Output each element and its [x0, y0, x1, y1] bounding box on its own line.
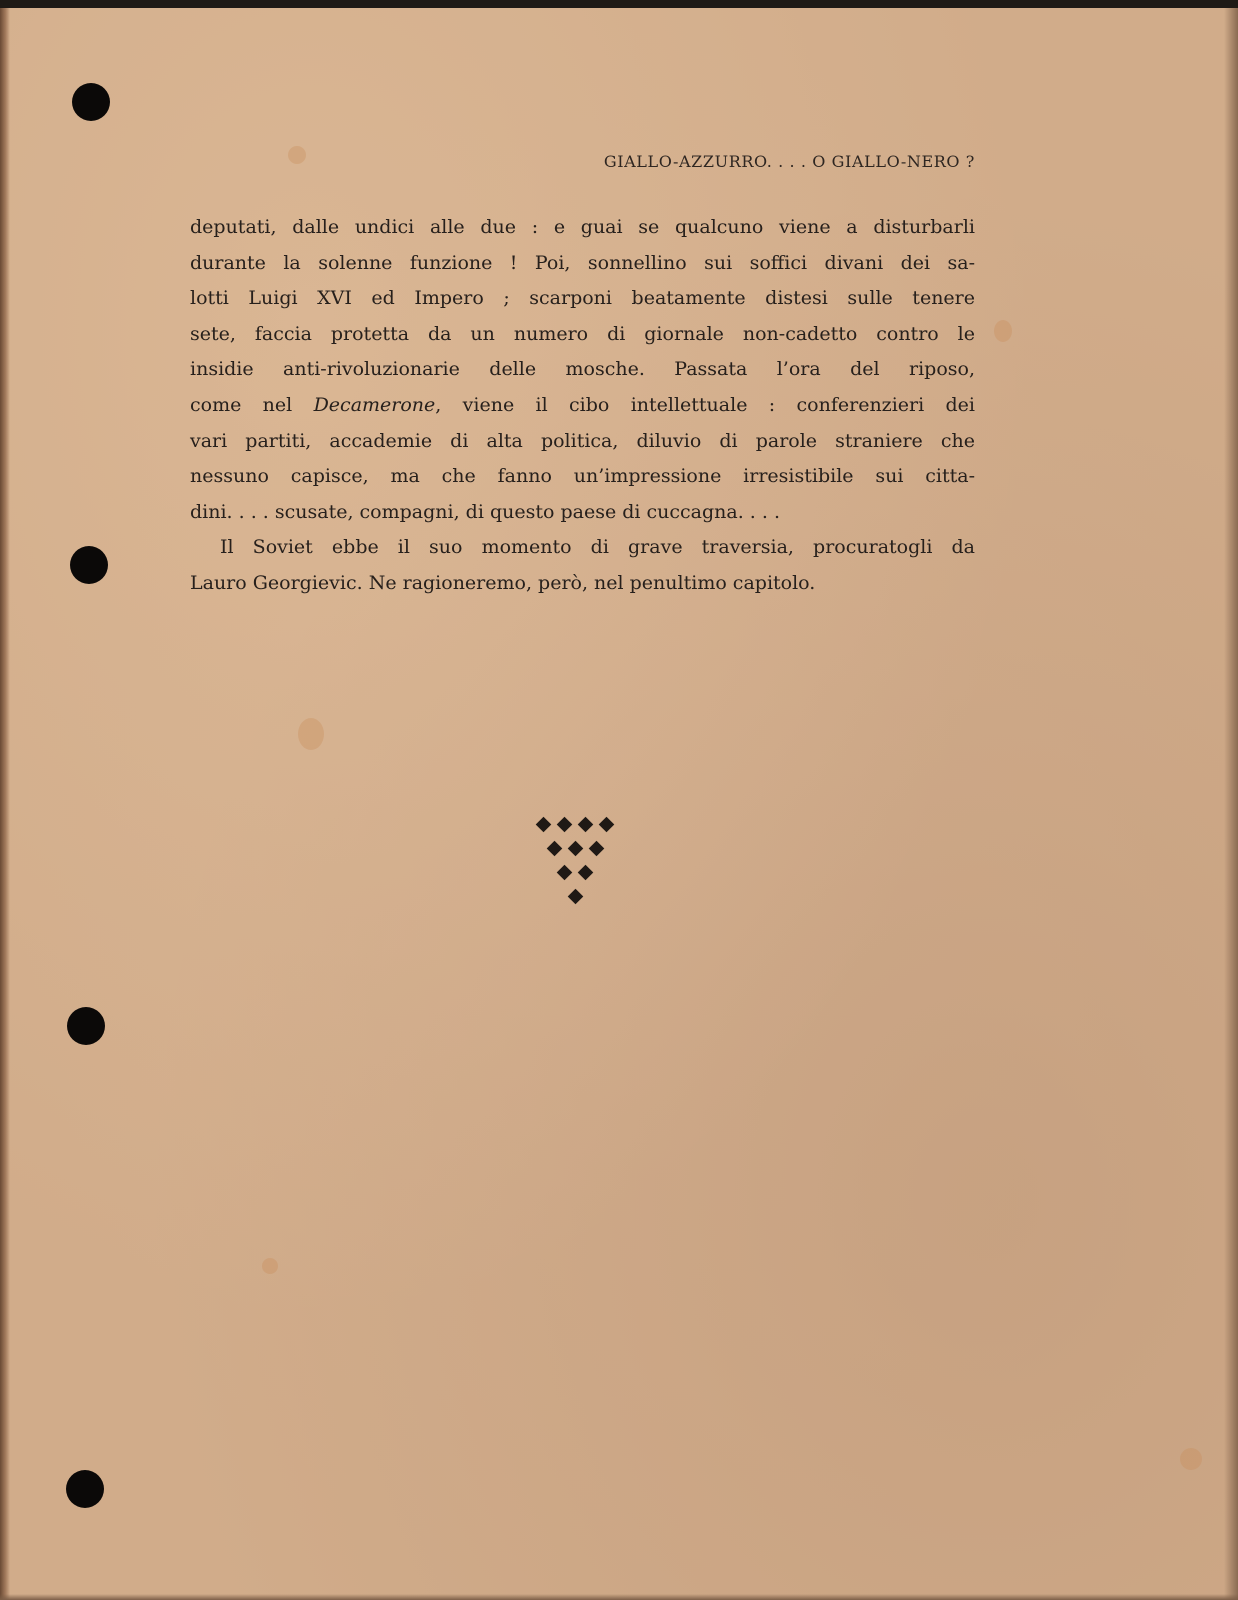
text-segment: , viene il cibo intellettuale : conferenzieri dei — [435, 393, 975, 416]
running-head: GIALLO-AZZURRO. . . . O GIALLO-NERO ? — [603, 152, 975, 171]
diamond-icon — [557, 864, 573, 880]
diamond-icon — [567, 888, 583, 904]
paper-stain — [994, 320, 1012, 342]
punch-hole-4 — [66, 1470, 104, 1508]
text-line: Il Soviet ebbe il suo momento di grave traversia, procuratogli da — [220, 536, 975, 559]
text-line: vari partiti, accademie di alta politica, diluvio di parole straniere che — [190, 429, 975, 452]
paper-stain — [298, 718, 324, 750]
diamond-icon — [546, 840, 562, 856]
ornament-row — [520, 836, 630, 860]
text-line: lotti Luigi XVI ed Impero ; scarponi beatamente distesi sulle tenere — [190, 287, 975, 310]
paper-stain — [262, 1258, 278, 1274]
text-line: Lauro Georgievic. Ne ragioneremo, però, nel penultimo capitolo. — [190, 571, 816, 594]
ornament-row — [520, 860, 630, 884]
ornament-row — [520, 812, 630, 836]
punch-hole-2 — [70, 546, 108, 584]
text-line: deputati, dalle undici alle due : e guai se qualcuno viene a disturbarli — [190, 216, 975, 238]
text-line — [190, 388, 975, 424]
paper-stain — [288, 146, 306, 164]
diamond-icon — [557, 816, 573, 832]
page-left-edge-shadow — [0, 8, 10, 1600]
italic-title: Decamerone — [313, 393, 436, 416]
diamond-icon — [578, 816, 594, 832]
text-line: sete, faccia protetta da un numero di giornale non-cadetto contro le — [190, 322, 975, 345]
punch-hole-1 — [72, 83, 110, 121]
diamond-icon — [536, 816, 552, 832]
text-segment: come nel — [190, 393, 314, 416]
diamond-icon — [588, 840, 604, 856]
paper-stain — [1180, 1448, 1202, 1470]
punch-hole-3 — [67, 1007, 105, 1045]
ornament-row — [520, 884, 630, 908]
page-bottom-edge-shadow — [0, 1594, 1238, 1600]
text-line: nessuno capisce, ma che fanno un’impressione irresistibile sui citta- — [190, 465, 975, 488]
diamond-icon — [567, 840, 583, 856]
text-line: durante la solenne funzione ! Poi, sonnellino sui soffici divani dei sa- — [190, 251, 975, 274]
text-line: insidie anti-rivoluzionarie delle mosche. Passata l’ora del riposo, — [190, 358, 975, 381]
diamond-icon — [578, 864, 594, 880]
page-right-edge-shadow — [1224, 8, 1238, 1600]
end-ornament — [520, 812, 630, 908]
body-text — [190, 210, 975, 602]
diamond-icon — [599, 816, 615, 832]
text-line: dini. . . . scusate, compagni, di questo paese di cuccagna. . . . — [190, 500, 781, 523]
